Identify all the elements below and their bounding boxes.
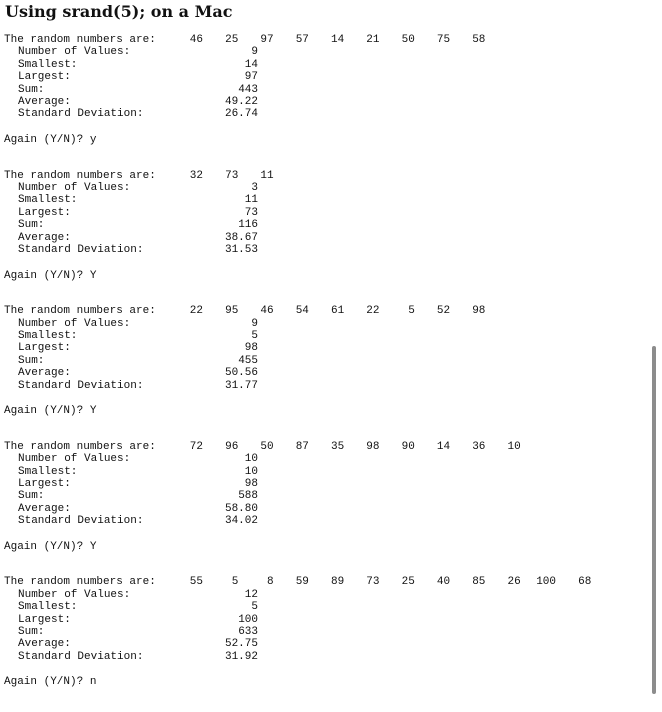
random-number: 5 [231, 576, 239, 589]
stat-value-sum: 455 [238, 354, 258, 367]
stat-label-average: Average: [18, 96, 71, 108]
random-numbers-label: The random numbers are: [4, 305, 156, 318]
stat-label-std-dev: Standard Deviation: [18, 243, 144, 256]
random-number: 25 [225, 34, 239, 46]
prompt-text: Again (Y/N)? [4, 134, 84, 146]
stat-label-count: Number of Values: [18, 181, 131, 194]
stat-label-std-dev: Standard Deviation: [18, 108, 144, 121]
random-number: 22 [189, 305, 203, 318]
random-number: 50 [260, 440, 274, 453]
prompt-text: Again (Y/N)? [4, 540, 84, 553]
stat-label-largest: Largest: [18, 206, 71, 219]
random-number: 46 [260, 305, 274, 318]
random-number: 75 [436, 34, 451, 46]
stat-label-smallest: Smallest: [18, 465, 78, 478]
random-number: 26 [507, 576, 521, 589]
random-number: 50 [401, 34, 415, 46]
stat-label-sum: Sum: [18, 219, 45, 232]
stat-value-smallest: 5 [251, 601, 258, 614]
random-number: 72 [189, 440, 203, 453]
stat-value-count: 9 [251, 46, 258, 59]
random-number: 59 [295, 576, 309, 589]
random-number: 8 [266, 576, 274, 589]
stat-value-average: 58.80 [224, 502, 258, 515]
random-number: 57 [295, 34, 309, 46]
prompt-answer: y [89, 134, 97, 146]
random-number: 73 [225, 169, 239, 182]
stat-label-smallest: Smallest: [18, 194, 78, 207]
random-number: 46 [189, 34, 203, 46]
random-number: 58 [472, 34, 486, 46]
stat-value-count: 12 [244, 588, 258, 601]
stat-value-average: 38.67 [224, 231, 258, 244]
random-number: 96 [225, 440, 239, 453]
random-number: 5 [408, 305, 415, 318]
again-prompt [4, 270, 96, 282]
stat-label-smallest: Smallest: [18, 329, 78, 342]
run-block [0, 576, 650, 712]
run-block [0, 441, 650, 577]
stat-value-average: 52.75 [224, 638, 258, 651]
stat-value-sum: 633 [238, 625, 258, 638]
again-prompt [4, 541, 96, 553]
random-number: 73 [366, 576, 380, 589]
random-numbers-label: The random numbers are: [4, 34, 156, 46]
stat-label-count: Number of Values: [18, 453, 131, 466]
prompt-text: Again (Y/N)? [4, 269, 84, 282]
random-number: 40 [436, 576, 451, 589]
random-number: 97 [260, 34, 274, 46]
prompt-text: Again (Y/N)? [4, 676, 84, 689]
stat-label-smallest: Smallest: [18, 58, 78, 71]
stat-value-largest: 73 [244, 206, 258, 219]
stat-label-largest: Largest: [18, 613, 71, 626]
stat-label-count: Number of Values: [18, 317, 131, 330]
random-numbers-label: The random numbers are: [4, 440, 156, 453]
prompt-answer: Y [89, 540, 97, 553]
random-number: 85 [472, 576, 486, 589]
random-number: 68 [578, 576, 592, 589]
again-prompt [4, 134, 96, 146]
prompt-answer: Y [89, 405, 97, 418]
stat-label-sum: Sum: [18, 625, 45, 638]
page-title: Using srand(5); on a Mac [5, 2, 233, 21]
stat-value-largest: 98 [244, 342, 258, 355]
random-number: 55 [189, 576, 203, 589]
random-number: 21 [366, 34, 380, 46]
scrollbar-thumb[interactable] [652, 346, 656, 694]
random-number: 52 [436, 305, 451, 318]
stat-label-average: Average: [18, 231, 71, 244]
again-prompt [4, 676, 96, 688]
stat-label-largest: Largest: [18, 342, 71, 355]
stat-label-std-dev: Standard Deviation: [18, 379, 144, 392]
stat-value-sum: 443 [238, 83, 258, 96]
stat-value-smallest: 14 [244, 58, 258, 71]
stat-value-smallest: 10 [244, 465, 258, 478]
random-number: 14 [330, 34, 345, 46]
stat-label-sum: Sum: [18, 354, 45, 367]
stat-label-average: Average: [18, 502, 71, 515]
stat-label-sum: Sum: [18, 490, 45, 503]
stat-value-std-dev: 31.92 [224, 650, 258, 663]
stat-value-smallest: 11 [244, 194, 258, 207]
prompt-text: Again (Y/N)? [4, 405, 84, 418]
random-number: 11 [260, 169, 274, 182]
stat-value-std-dev: 31.53 [224, 243, 258, 256]
stat-value-count: 3 [251, 181, 258, 194]
random-number: 100 [536, 576, 556, 589]
random-number: 87 [295, 440, 309, 453]
random-number: 98 [366, 440, 380, 453]
stat-label-largest: Largest: [18, 477, 71, 490]
random-number: 95 [225, 305, 239, 318]
run-block [0, 34, 650, 170]
random-number: 10 [507, 440, 521, 453]
random-number: 90 [401, 440, 415, 453]
stat-value-largest: 98 [244, 477, 258, 490]
run-block [0, 305, 650, 441]
stat-value-sum: 116 [238, 219, 258, 232]
random-number: 54 [295, 305, 309, 318]
random-number: 32 [189, 169, 203, 182]
random-number: 36 [472, 440, 486, 453]
stat-value-smallest: 5 [251, 329, 258, 342]
stat-label-std-dev: Standard Deviation: [18, 515, 144, 528]
run-block [0, 170, 650, 306]
stat-label-std-dev: Standard Deviation: [18, 650, 144, 663]
stat-value-std-dev: 26.74 [224, 108, 258, 121]
random-numbers-label: The random numbers are: [4, 169, 156, 182]
stat-value-std-dev: 34.02 [224, 515, 258, 528]
random-number: 25 [401, 576, 415, 589]
stat-label-count: Number of Values: [18, 588, 131, 601]
prompt-answer: n [89, 676, 97, 689]
stat-label-average: Average: [18, 638, 71, 651]
stat-value-count: 9 [251, 317, 258, 330]
stat-value-count: 10 [244, 453, 258, 466]
stat-value-std-dev: 31.77 [224, 379, 258, 392]
random-number: 35 [330, 440, 345, 453]
prompt-answer: Y [89, 269, 97, 282]
random-number: 14 [436, 440, 451, 453]
random-number: 98 [472, 305, 486, 318]
stat-value-largest: 100 [238, 613, 258, 626]
again-prompt [4, 405, 96, 417]
stat-value-average: 49.22 [224, 96, 258, 108]
stat-value-sum: 588 [238, 490, 258, 503]
random-number: 61 [330, 305, 345, 318]
random-number: 22 [366, 305, 380, 318]
random-numbers-label: The random numbers are: [4, 576, 156, 589]
stat-label-count: Number of Values: [18, 46, 131, 59]
stat-value-largest: 97 [244, 71, 258, 84]
stat-value-average: 50.56 [224, 367, 258, 380]
stat-label-smallest: Smallest: [18, 601, 78, 614]
stat-label-sum: Sum: [18, 83, 45, 96]
stat-label-average: Average: [18, 367, 71, 380]
random-number: 89 [330, 576, 345, 589]
stat-label-largest: Largest: [18, 71, 71, 84]
